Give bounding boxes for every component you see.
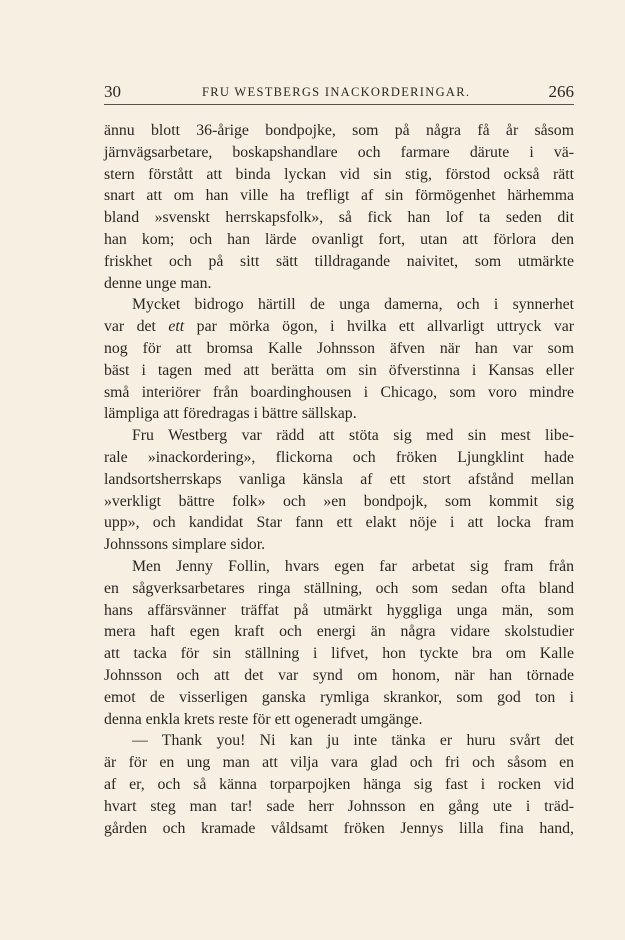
text-line: af er, och så känna torparpojken hänga sig fast i rocken vid	[104, 775, 574, 793]
text-line: hans affärsvänner träffat på utmärkt hyggliga unga män, som	[104, 601, 574, 619]
text-line: upp», och kandidat Star fann ett elakt nöje i att locka fram	[104, 514, 574, 532]
text-line: Fru Westberg var rädd att stöta sig med sin mest libe-	[132, 427, 574, 445]
text-line: »verkligt bättre folk» och »en bondpojk, som kommit sig	[104, 492, 574, 510]
text-line: hvart steg man tar! sade herr Johnsson en gång ute i träd-	[104, 797, 574, 815]
text-line: emot de visserligen ganska rymliga skrankor, som god ton i	[104, 688, 574, 706]
text-line: bland »svenskt herrskapsfolk», så fick han lof ta seden dit	[104, 209, 574, 227]
text-line: Johnsson och att det var synd om honom, när han törnade	[104, 666, 574, 684]
page-number-right: 266	[548, 82, 574, 101]
text-line: denne unge man.	[104, 274, 212, 292]
text-line: lämpliga att föredragas i bättre sällskap.	[104, 405, 357, 423]
text-line: en sågverksarbetares ringa ställning, och som sedan ofta bland	[104, 579, 574, 597]
text-line: snart att om han ville ha trefligt af sin förmögenhet härhemma	[104, 187, 574, 205]
text-line: Mycket bidrogo härtill de unga damerna, och i synnerhet	[132, 296, 574, 314]
body-text	[104, 120, 574, 839]
text-line: gården och kramade våldsamt fröken Jennys lilla fina hand,	[104, 819, 574, 837]
text-line: landsortsherrskaps vanliga känsla af ett stort afstånd mellan	[104, 470, 574, 488]
text-line: ännu blott 36-årige bondpojke, som på några få år såsom	[104, 122, 574, 139]
text-segment: par mörka ögon, i hvilka ett allvarligt uttryck var	[196, 318, 575, 336]
text-line: stern förstått att binda lyckan vid sin stig, förstod också rätt	[104, 165, 574, 183]
running-header	[104, 82, 574, 106]
header-rule	[104, 104, 574, 105]
text-line: nog för att bromsa Kalle Johnsson äfven när han var som	[104, 339, 574, 357]
text-line: Men Jenny Follin, hvars egen far arbetat sig fram från	[132, 557, 574, 575]
text-line-mixed	[104, 316, 574, 338]
page-number-left: 30	[104, 82, 121, 101]
text-line: är för en ung man att vilja vara glad och fri och såsom en	[104, 754, 574, 772]
text-segment: var det	[104, 318, 156, 336]
text-line: mera haft egen kraft och energi än några vidare skolstudier	[104, 623, 574, 641]
text-line: friskhet och på sitt sätt tilldragande naivitet, som utmärkte	[104, 252, 574, 270]
running-title: FRU WESTBERGS INACKORDERINGAR.	[202, 85, 471, 99]
text-line: järnvägsarbetare, boskapshandlare och farmare därute i vä-	[104, 143, 574, 161]
text-line: Johnssons simplare sidor.	[104, 536, 266, 554]
italic-word: ett	[168, 318, 185, 336]
text-line: små interiörer från boardinghousen i Chicago, som voro mindre	[104, 383, 574, 401]
text-line: att tacka för sin ställning i lifvet, hon tyckte bra om Kalle	[104, 645, 574, 663]
text-line: bäst i tagen med att berätta om sin öfverstinna i Kansas eller	[104, 361, 574, 379]
text-line: rale »inackordering», flickorna och fröken Ljungklint hade	[104, 448, 574, 466]
text-line: denna enkla krets reste för ett ogeneradt umgänge.	[104, 710, 423, 728]
text-line: — Thank you! Ni kan ju inte tänka er huru svårt det	[132, 732, 574, 750]
text-line: han kom; och han lärde ovanligt fort, utan att förlora den	[104, 230, 574, 248]
